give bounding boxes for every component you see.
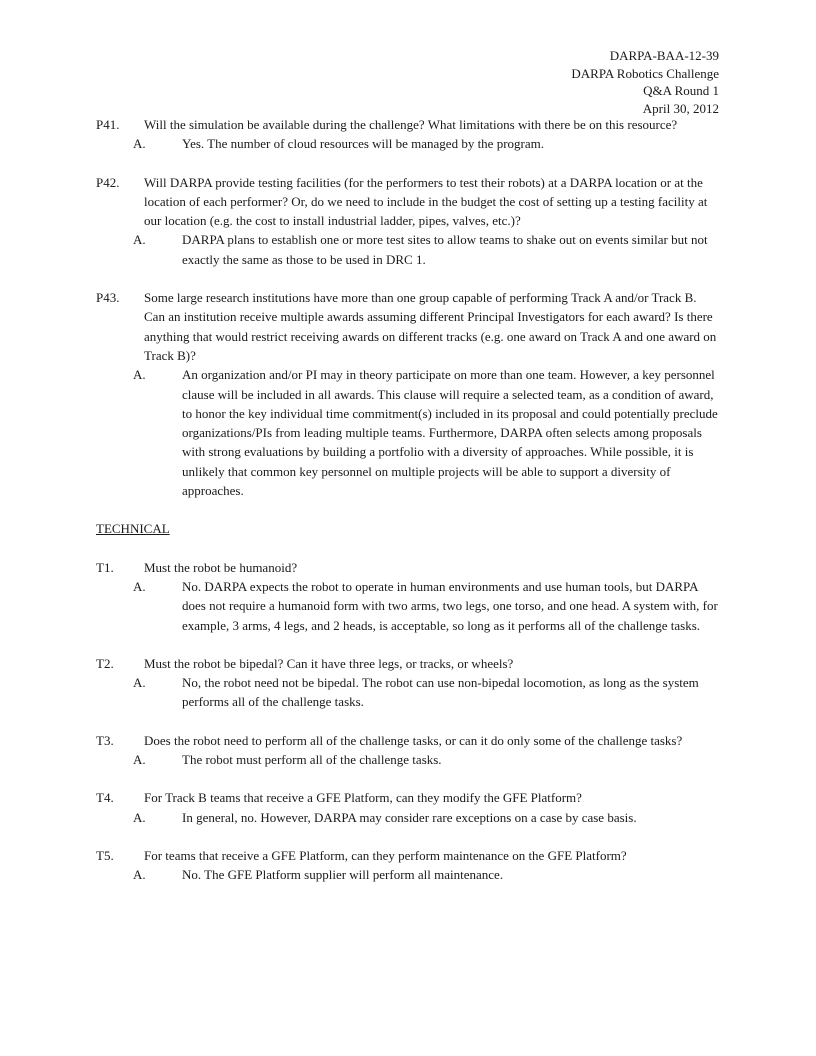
question-t5 xyxy=(96,846,720,865)
header-date: April 30, 2012 xyxy=(642,100,719,116)
answer-letter: A. xyxy=(133,232,146,248)
question-text: For Track B teams that receive a GFE Platform, can they modify the GFE Platform? xyxy=(144,790,582,806)
question-p42 xyxy=(96,173,720,231)
answer-letter: A. xyxy=(133,578,146,594)
question-number: T5. xyxy=(96,847,114,863)
answer-text: The robot must perform all of the challenge tasks. xyxy=(182,752,442,768)
answer-letter: A. xyxy=(133,367,146,383)
answer-p42 xyxy=(96,230,720,269)
answer-letter: A. xyxy=(133,867,146,883)
answer-text: DARPA plans to establish one or more test sites to allow teams to shake out on events similar but not exactly the same as those to be used in DRC 1. xyxy=(182,232,708,267)
qa-content xyxy=(96,115,720,885)
question-p41 xyxy=(96,115,720,134)
document-header xyxy=(571,47,719,117)
question-text: Does the robot need to perform all of the challenge tasks, or can it do only some of the challenge tasks? xyxy=(144,732,683,748)
question-text: Some large research institutions have more than one group capable of performing Track A and/or Track B. Can an institution receive multiple awards assuming different Principal Investigators for each award? Is there anything that would restrict receiving awards on different tracks (e.g. one award on Track A and one award on Track B)? xyxy=(144,290,717,363)
answer-letter: A. xyxy=(133,136,146,152)
section-title-technical: TECHNICAL xyxy=(96,521,170,537)
question-number: P43. xyxy=(96,290,120,306)
question-number: T3. xyxy=(96,732,114,748)
question-text: Must the robot be humanoid? xyxy=(144,559,298,575)
question-t2 xyxy=(96,654,720,673)
question-number: P42. xyxy=(96,174,120,190)
question-text: Will DARPA provide testing facilities (for the performers to test their robots) at a DARPA location or at the location of each performer? Or, do we need to include in the budget the cost of setting up a testing facility at our location (e.g. the cost to install industrial ladder, pipes, valves, etc.)? xyxy=(144,174,708,229)
answer-p43 xyxy=(96,365,720,500)
question-p43 xyxy=(96,288,720,365)
question-number: T4. xyxy=(96,790,114,806)
answer-text: In general, no. However, DARPA may consider rare exceptions on a case by case basis. xyxy=(182,809,637,825)
answer-text: No. DARPA expects the robot to operate in human environments and use human tools, but DARPA does not require a humanoid form with two arms, two legs, one torso, and one head. A system with, for example, 3 arms, 4 legs, and 2 heads, is acceptable, so long as it performs all of the challenge tasks. xyxy=(182,578,718,633)
answer-letter: A. xyxy=(133,675,146,691)
question-number: T1. xyxy=(96,559,114,575)
answer-text: Yes. The number of cloud resources will be managed by the program. xyxy=(182,136,544,152)
question-number: T2. xyxy=(96,655,114,671)
answer-t3 xyxy=(96,750,720,769)
question-t4 xyxy=(96,788,720,807)
answer-letter: A. xyxy=(133,752,146,768)
answer-text: No. The GFE Platform supplier will perform all maintenance. xyxy=(182,867,504,883)
question-text: Must the robot be bipedal? Can it have three legs, or tracks, or wheels? xyxy=(144,655,514,671)
answer-letter: A. xyxy=(133,809,146,825)
question-text: Will the simulation be available during the challenge? What limitations with there be on this resource? xyxy=(144,117,678,132)
answer-text: An organization and/or PI may in theory participate on more than one team. However, a key personnel clause will be included in all awards. This clause will require a selected team, as a condition of award, to honor the key individual time commitment(s) included in its proposal and could potentially preclude organizations/PIs from leading multiple teams. Furthermore, DARPA often selects among proposals with strong evaluations by building a portfolio with a diversity of approaches. While possible, it is unlikely that common key personnel on multiple projects will be able to support a diversity of approaches. xyxy=(182,367,718,499)
answer-t2 xyxy=(96,673,720,712)
header-baa-number: DARPA-BAA-12-39 xyxy=(609,48,719,63)
question-number: P41. xyxy=(96,117,120,132)
question-t3 xyxy=(96,731,720,750)
header-round: Q&A Round 1 xyxy=(643,83,719,98)
question-t1 xyxy=(96,558,720,577)
answer-t5 xyxy=(96,865,720,884)
answer-p41 xyxy=(96,134,720,153)
header-program: DARPA Robotics Challenge xyxy=(571,65,719,81)
answer-t1 xyxy=(96,577,720,635)
answer-t4 xyxy=(96,808,720,827)
answer-text: No, the robot need not be bipedal. The robot can use non-bipedal locomotion, as long as the system performs all of the challenge tasks. xyxy=(182,675,699,710)
question-text: For teams that receive a GFE Platform, can they perform maintenance on the GFE Platform? xyxy=(144,847,627,863)
